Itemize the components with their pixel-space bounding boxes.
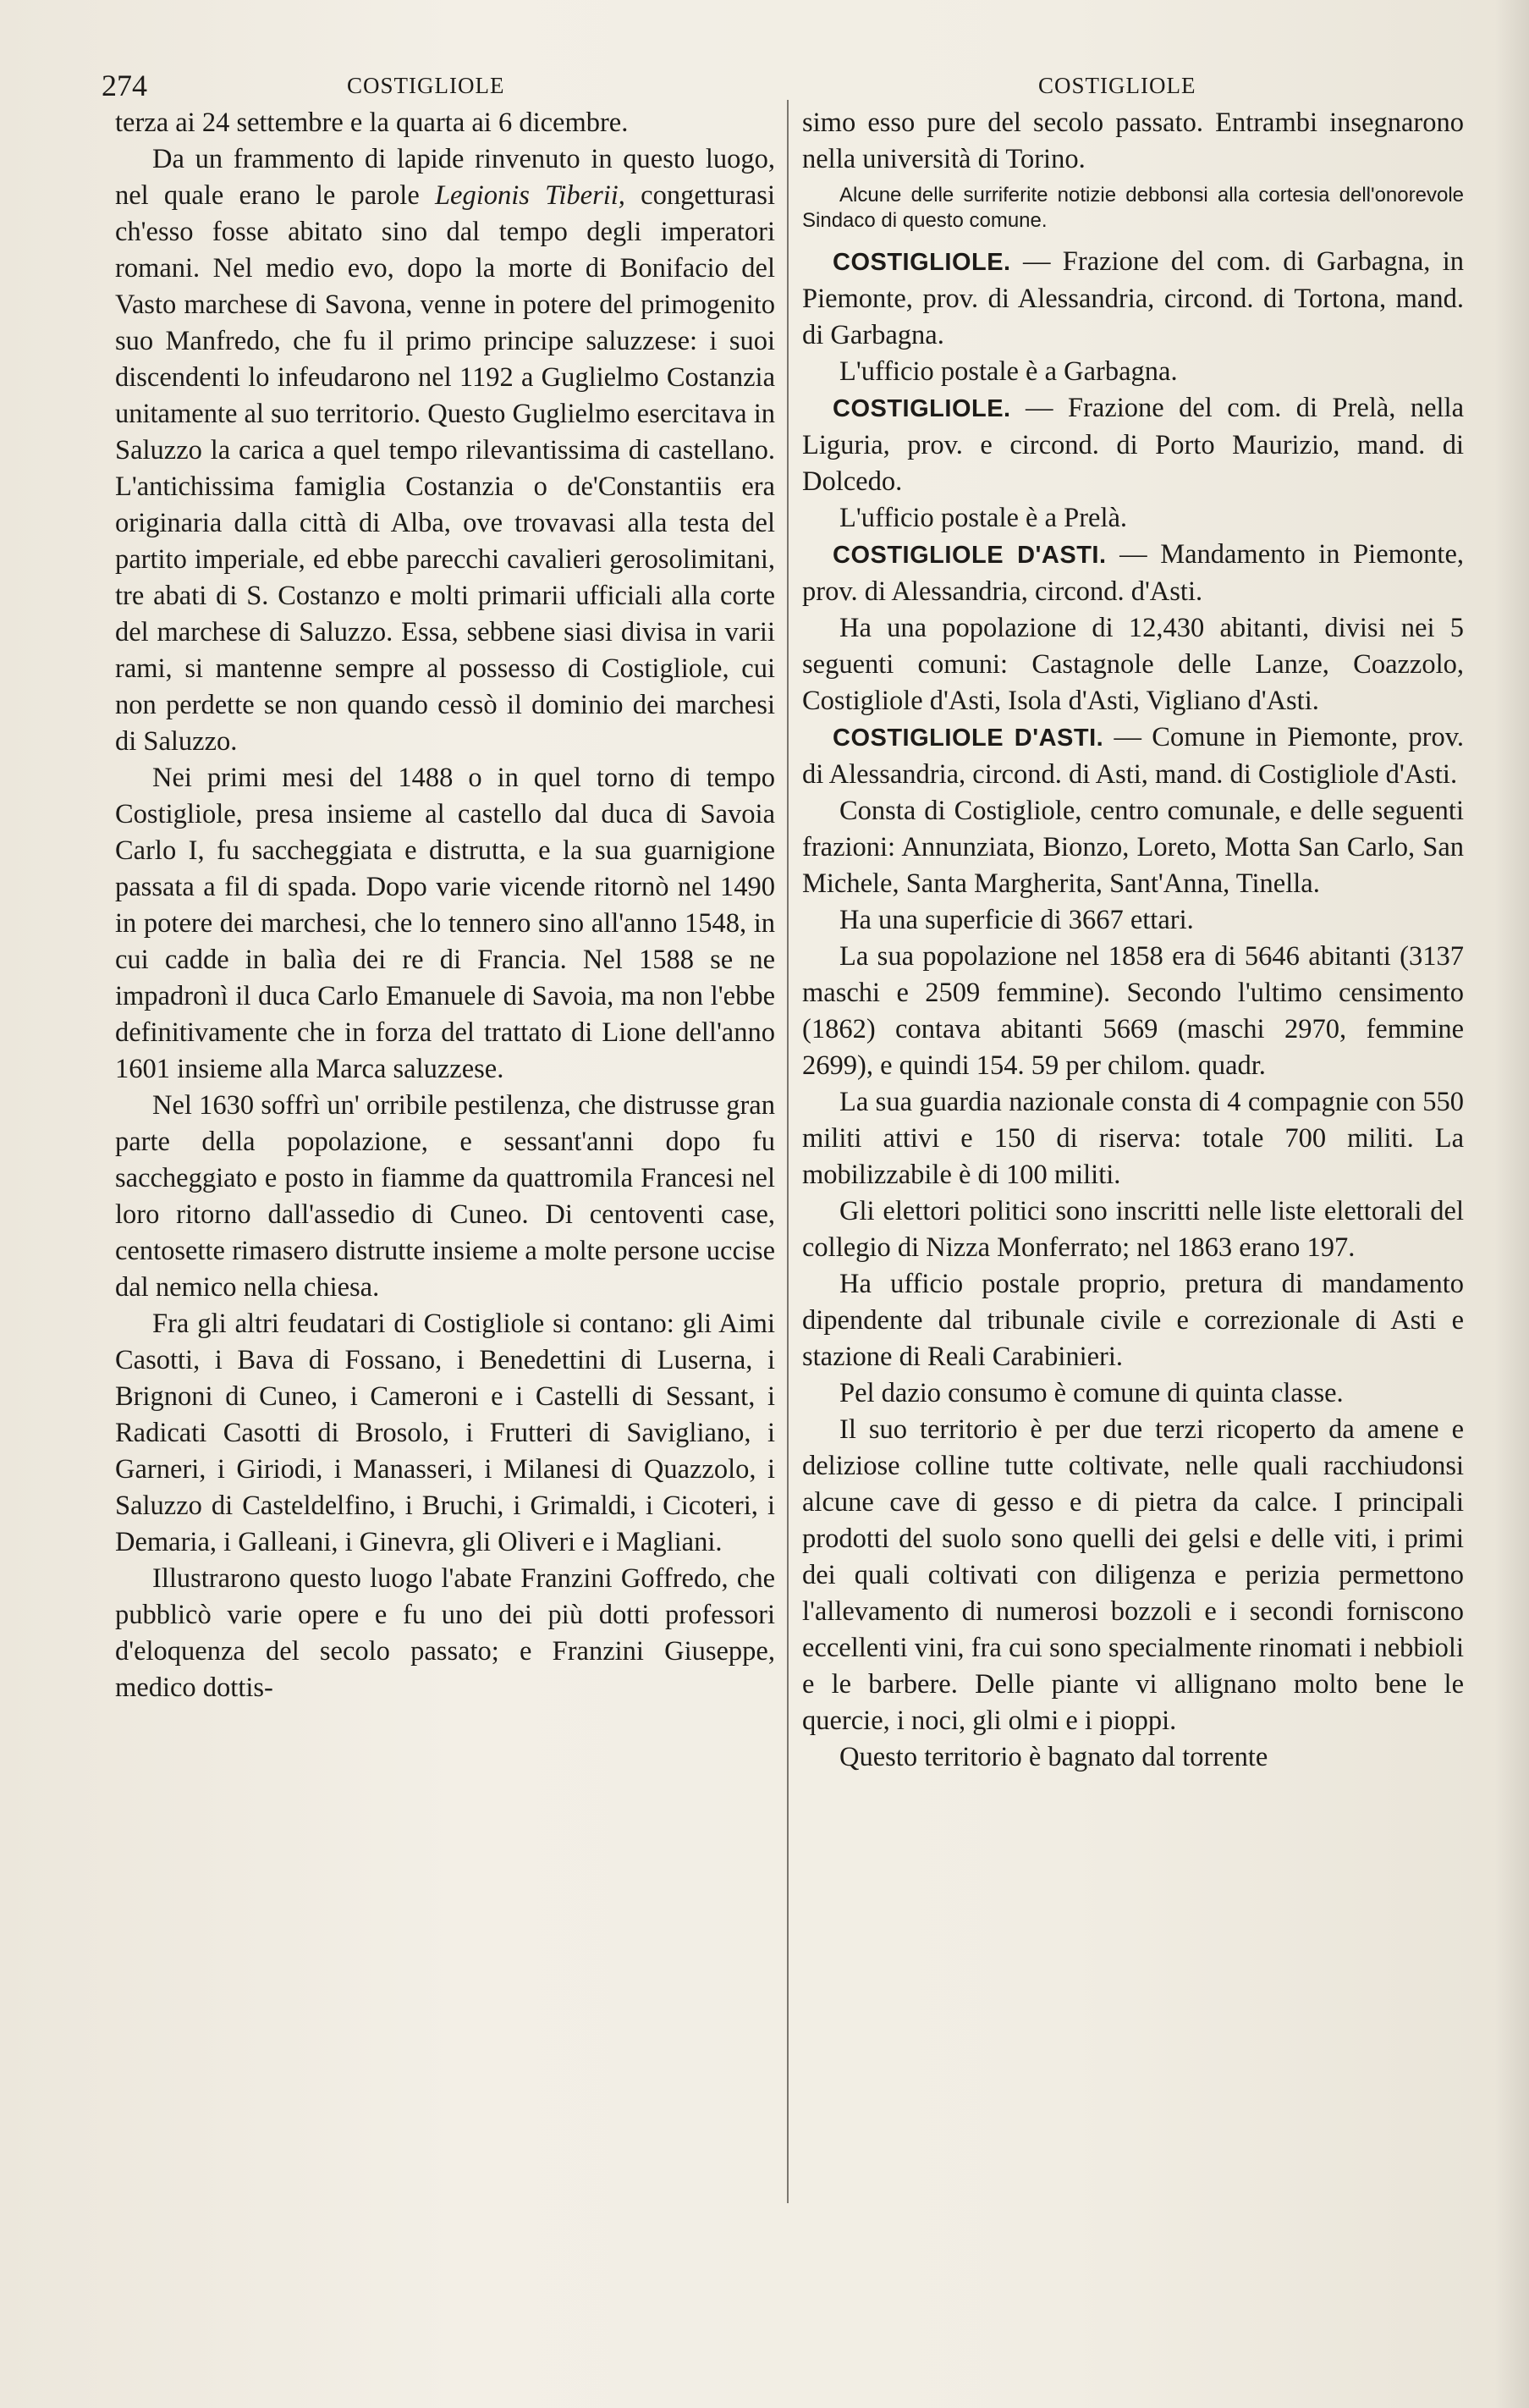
paragraph: Illustrarono questo luogo l'abate Franzini Goffredo, che pubblicò varie opere e fu uno dei più dotti professori d'eloquenza del secolo passato; e Franzini Giuseppe, medico dottis- xyxy=(115,1563,775,1703)
entry-headword: COSTIGLIOLE. xyxy=(833,395,1011,422)
column-divider xyxy=(787,100,789,2203)
gazetteer-entry xyxy=(802,719,1464,793)
page-edge-shadow xyxy=(1495,0,1529,2408)
entry-headword: COSTIGLIOLE. xyxy=(833,249,1011,276)
paragraph: Ha ufficio postale proprio, pretura di mandamento dipendente dal tribunale civile e correzionale di Asti e stazione di Reali Carabinieri. xyxy=(802,1269,1464,1372)
paragraph: Nei primi mesi del 1488 o in quel torno di tempo Costigliole, presa insieme al castello dal duca di Savoia Carlo I, fu saccheggiata e distrutta, e la sua guarnigione passata a fil di spada. Dopo varie vicende ritornò nel 1490 in potere dei marchesi, che lo tennero sino all'anno 1548, in cui cadde in balìa dei re di Francia. Nel 1588 se ne impadronì il duca Carlo Emanuele di Savoia, ma non l'ebbe definitivamente che in forza del trattato di Lione dell'anno 1601 insieme alla Marca saluzzese. xyxy=(115,763,775,1084)
paragraph: La sua popolazione nel 1858 era di 5646 abitanti (3137 maschi e 2509 femmine). Secondo l'ultimo censimento (1862) contava abitanti 5669 (maschi 2970, femmine 2699), e quindi 154. 59 per chilom. quadr. xyxy=(802,941,1464,1081)
paragraph: simo esso pure del secolo passato. Entrambi insegnarono nella università di Torino. xyxy=(802,107,1464,174)
entry-text: — Comune in Piemonte, prov. di Alessandria, circond. di Asti, mand. di Costigliole d'Asti. xyxy=(802,722,1464,790)
entry-text: — Frazione del com. di Prelà, nella Liguria, prov. e circond. di Porto Maurizio, mand. di Dolcedo. xyxy=(802,393,1464,497)
paragraph: Ha una superficie di 3667 ettari. xyxy=(839,905,1194,935)
page-number: 274 xyxy=(102,69,147,102)
footnote: Alcune delle surriferite notizie debbonsi alla cortesia dell'onorevole Sindaco di questo comune. xyxy=(802,184,1464,232)
paragraph: Consta di Costigliole, centro comunale, e delle seguenti frazioni: Annunziata, Bionzo, Loreto, Motta San Carlo, San Michele, Santa Margherita, Sant'Anna, Tinella. xyxy=(802,796,1464,899)
running-head-left xyxy=(102,68,778,102)
gazetteer-entry xyxy=(802,244,1464,354)
paragraph: La sua guardia nazionale consta di 4 compagnie con 550 militi attivi e 150 di riserva: totale 700 militi. La mobilizzabile è di 100 militi. xyxy=(802,1087,1464,1190)
left-column xyxy=(115,105,775,1706)
paragraph: Pel dazio consumo è comune di quinta classe. xyxy=(839,1378,1344,1408)
running-title-right: COSTIGLIOLE xyxy=(1038,73,1196,98)
paragraph: L'ufficio postale è a Prelà. xyxy=(839,503,1128,533)
text-run: Da un frammento di lapide rinvenuto in questo luogo, nel quale erano le parole xyxy=(115,144,775,211)
paragraph: Questo territorio è bagnato dal torrente xyxy=(839,1742,1268,1772)
paragraph: Ha una popolazione di 12,430 abitanti, divisi nei 5 seguenti comuni: Castagnole delle Lanze, Coazzolo, Costigliole d'Asti, Isola d'Asti, Vigliano d'Asti. xyxy=(802,613,1464,716)
entry-headword: COSTIGLIOLE D'ASTI. xyxy=(833,725,1104,752)
paragraph: L'ufficio postale è a Garbagna. xyxy=(839,356,1178,387)
paragraph: Nel 1630 soffrì un' orribile pestilenza, che distrusse gran parte della popolazione, e sessant'anni dopo fu saccheggiato e posto in fiamme da quattromila Francesi nel loro ritorno dall'assedio di Cuneo. Di centoventi case, centosette rimasero distrutte insieme a molte persone uccise dal nemico nella chiesa. xyxy=(115,1090,775,1303)
paragraph: Il suo territorio è per due terzi ricoperto da amene e deliziose colline tutte coltivate, nelle quali racchiudonsi alcune cave di gesso e di pietra da calce. I principali prodotti del suolo sono quelli dei gelsi e delle viti, i primi dei quali coltivati con diligenza e perizia permettono l'allevamento di numerosi bozzoli e i secondi forniscono eccellenti vini, fra cui sono specialmente rinomati i nebbioli e le barbere. Delle piante vi allignano molto bene le quercie, i noci, gli olmi e i pioppi. xyxy=(802,1414,1464,1736)
gazetteer-entry xyxy=(802,390,1464,500)
italic-quote: Legionis Tiberii, xyxy=(434,180,625,211)
entry-text: — Mandamento in Piemonte, prov. di Alessandria, circond. d'Asti. xyxy=(802,539,1464,607)
paragraph: terza ai 24 settembre e la quarta ai 6 dicembre. xyxy=(115,107,629,138)
entry-headword: COSTIGLIOLE D'ASTI. xyxy=(833,542,1107,569)
running-title-left: COSTIGLIOLE xyxy=(347,73,505,98)
paragraph: Gli elettori politici sono inscritti nelle liste elettorali del collegio di Nizza Monferrato; nel 1863 erano 197. xyxy=(802,1196,1464,1263)
running-head-right xyxy=(806,68,1482,102)
right-column xyxy=(802,105,1464,1776)
gazetteer-entry xyxy=(802,537,1464,610)
text-run: congetturasi ch'esso fosse abitato sino dal tempo degli imperatori romani. Nel medio evo, dopo la morte di Bonifacio del Vasto marchese di Savona, venne in potere del primogenito suo Manfredo, che fu il primo principe saluzzese: i suoi discendenti lo infeudarono nel 1192 a Guglielmo Costanzia unitamente al suo territorio. Questo Guglielmo esercitava in Saluzzo la carica a quel tempo rilevantissima di castellano. L'antichissima famiglia Costanzia o de'Constantiis era originaria dalla città di Alba, ove trovavasi alla testa del partito imperiale, ed ebbe parecchi cavalieri gerosolimitani, tre abati di S. Costanzo e molti primarii ufficiali alla corte del marchese di Saluzzo. Essa, sebbene siasi divisa in varii rami, si mantenne sempre al possesso di Costigliole, cui non perdette se non quando cessò il dominio dei marchesi di Saluzzo. xyxy=(115,180,775,757)
entry-text: — Frazione del com. di Garbagna, in Piemonte, prov. di Alessandria, circond. di Tortona, mand. di Garbagna. xyxy=(802,246,1464,350)
paragraph xyxy=(115,141,775,760)
paragraph: Fra gli altri feudatari di Costigliole si contano: gli Aimi Casotti, i Bava di Fossano, i Benedettini di Luserna, i Brignoni di Cuneo, i Cameroni e i Castelli di Sessant, i Radicati Casotti di Brosolo, i Frutteri di Savigliano, i Garneri, i Giriodi, i Manasseri, i Milanesi di Quazzolo, i Saluzzo di Casteldelfino, i Bruchi, i Grimaldi, i Cicoteri, i Demaria, i Galleani, i Ginevra, gli Oliveri e i Magliani. xyxy=(115,1309,775,1557)
